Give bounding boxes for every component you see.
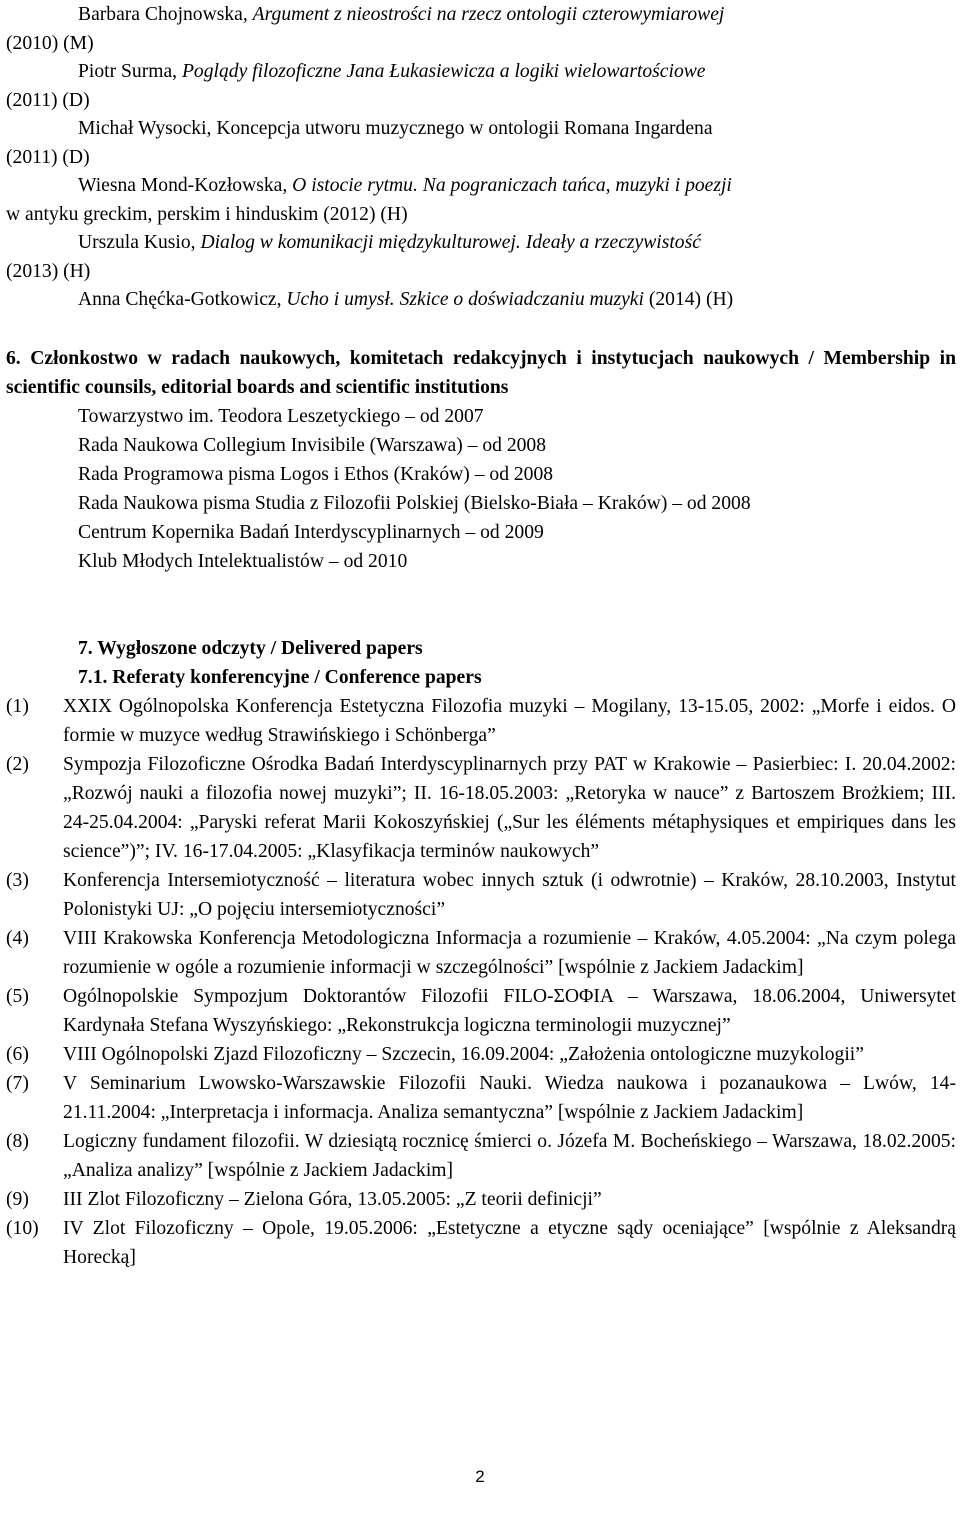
thesis-entry bbox=[6, 171, 956, 229]
list-item bbox=[6, 692, 956, 750]
thesis-meta: (2011) (D) bbox=[6, 147, 90, 168]
item-number: (10) bbox=[6, 1218, 39, 1239]
membership-item: Centrum Kopernika Badań Interdyscyplinarnych – od 2009 bbox=[78, 522, 544, 543]
thesis-entry bbox=[6, 285, 956, 314]
section-heading: 6. Członkostwo w radach naukowych, komitetach redakcyjnych i instytucjach naukowych / Membership in scientific counsils, editorial boards and scientific institutions bbox=[6, 348, 956, 398]
page-number: 2 bbox=[475, 1467, 485, 1486]
item-text: III Zlot Filozoficzny – Zielona Góra, 13.05.2005: „Z teorii definicji” bbox=[63, 1189, 602, 1210]
thesis-meta: w antyku greckim, perskim i hinduskim (2012) (H) bbox=[6, 204, 408, 225]
thesis-meta: (2013) (H) bbox=[6, 261, 91, 282]
papers-section-heading bbox=[6, 634, 956, 663]
thesis-title: Poglądy filozoficzne Jana Łukasiewicza a logiki wielowartościowe bbox=[181, 61, 706, 82]
item-text: XXIX Ogólnopolska Konferencja Estetyczna Filozofia muzyki – Mogilany, 13-15.05, 2002: „Morfe i eidos. O formie w muzyce według Strawińskiego i Schönberga” bbox=[63, 696, 956, 746]
papers-subsection-heading bbox=[6, 663, 956, 692]
thesis-entry bbox=[6, 57, 956, 115]
list-item bbox=[6, 1127, 956, 1185]
item-number: (6) bbox=[6, 1044, 29, 1065]
thesis-title: Koncepcja utworu muzycznego w ontologii Romana Ingardena bbox=[216, 118, 713, 139]
thesis-title: O istocie rytmu. Na pograniczach tańca, muzyki i poezji bbox=[292, 175, 732, 196]
thesis-author: Barbara Chojnowska, bbox=[78, 4, 253, 25]
membership-section bbox=[6, 344, 956, 576]
list-item bbox=[6, 866, 956, 924]
list-item bbox=[6, 1040, 956, 1069]
list-item bbox=[6, 1185, 956, 1214]
item-text: Konferencja Intersemiotyczność – literatura wobec innych sztuk (i odwrotnie) – Kraków, 28.10.2003, Instytut Polonistyki UJ: „O pojęciu intersemiotyczności” bbox=[63, 870, 956, 920]
item-number: (5) bbox=[6, 986, 29, 1007]
subsection-heading: 7.1. Referaty konferencyjne / Conference papers bbox=[78, 667, 482, 688]
thesis-author: Piotr Surma, bbox=[78, 61, 182, 82]
thesis-meta: (2014) (H) bbox=[648, 289, 734, 310]
section-heading: 7. Wygłoszone odczyty / Delivered papers bbox=[78, 638, 423, 659]
thesis-author: Urszula Kusio, bbox=[78, 232, 201, 253]
thesis-title: Argument z nieostrości na rzecz ontologii czterowymiarowej bbox=[252, 4, 725, 25]
item-number: (8) bbox=[6, 1131, 29, 1152]
thesis-author: Wiesna Mond-Kozłowska, bbox=[78, 175, 293, 196]
membership-item: Rada Naukowa pisma Studia z Filozofii Polskiej (Bielsko-Biała – Kraków) – od 2008 bbox=[78, 493, 751, 514]
thesis-entry bbox=[6, 114, 956, 172]
list-item bbox=[6, 750, 956, 866]
item-text: Sympozja Filozoficzne Ośrodka Badań Interdyscyplinarnych przy PAT w Krakowie – Pasierbiec: I. 20.04.2002: „Rozwój nauki a filozofia nowej muzyki”; II. 16-18.05.2003: „Retoryka w nauce” z Bartoszem Brożkiem; III. 24-25.04.2004: „Paryski referat Marii Kokoszyńskiej („Sur les éléments métaphysiques et empiriques dans les science”)”; IV. 16-17.04.2005: „Klasyfikacja terminów naukowych” bbox=[63, 754, 956, 862]
membership-item: Towarzystwo im. Teodora Leszetyckiego – od 2007 bbox=[78, 406, 484, 427]
item-number: (7) bbox=[6, 1073, 29, 1094]
item-number: (2) bbox=[6, 754, 29, 775]
list-item bbox=[6, 924, 956, 982]
list-item bbox=[6, 1069, 956, 1127]
item-text: VIII Ogólnopolski Zjazd Filozoficzny – Szczecin, 16.09.2004: „Założenia ontologiczne muzykologii” bbox=[63, 1044, 864, 1065]
thesis-meta: (2010) (M) bbox=[6, 33, 94, 54]
membership-item: Rada Programowa pisma Logos i Ethos (Kraków) – od 2008 bbox=[78, 464, 554, 485]
thesis-entry bbox=[6, 228, 956, 286]
thesis-author: Anna Chęćka-Gotkowicz, bbox=[78, 289, 287, 310]
item-number: (1) bbox=[6, 696, 29, 717]
thesis-entry bbox=[6, 0, 956, 58]
thesis-author: Michał Wysocki, bbox=[78, 118, 217, 139]
membership-item: Rada Naukowa Collegium Invisibile (Warszawa) – od 2008 bbox=[78, 435, 547, 456]
item-number: (3) bbox=[6, 870, 29, 891]
item-text: VIII Krakowska Konferencja Metodologiczna Informacja a rozumienie – Kraków, 4.05.2004: „Na czym polega rozumienie w ogóle a rozumienie informacji w szczególności” [wspólnie z Jackiem Jadackim] bbox=[63, 928, 956, 978]
conference-papers-list bbox=[6, 692, 956, 1272]
thesis-title: Ucho i umysł. Szkice o doświadczaniu muzyki bbox=[286, 289, 644, 310]
item-text: IV Zlot Filozoficzny – Opole, 19.05.2006: „Estetyczne a etyczne sądy oceniające” [wspólnie z Aleksandrą Horecką] bbox=[63, 1218, 956, 1268]
item-text: Logiczny fundament filozofii. W dziesiątą rocznicę śmierci o. Józefa M. Bocheńskiego – Warszawa, 18.02.2005: „Analiza analizy” [wspólnie z Jackiem Jadackim] bbox=[63, 1131, 956, 1181]
membership-item: Klub Młodych Intelektualistów – od 2010 bbox=[78, 551, 408, 572]
thesis-title: Dialog w komunikacji międzykulturowej. Ideały a rzeczywistość bbox=[200, 232, 701, 253]
list-item bbox=[6, 982, 956, 1040]
list-item bbox=[6, 1214, 956, 1272]
item-number: (4) bbox=[6, 928, 29, 949]
thesis-meta: (2011) (D) bbox=[6, 90, 90, 111]
item-number: (9) bbox=[6, 1189, 29, 1210]
item-text: V Seminarium Lwowsko-Warszawskie Filozofii Nauki. Wiedza naukowa i pozanaukowa – Lwów, 14-21.11.2004: „Interpretacja i informacja. Analiza semantyczna” [wspólnie z Jackiem Jadackim] bbox=[63, 1073, 956, 1123]
item-text: Ogólnopolskie Sympozjum Doktorantów Filozofii FILO-ΣΟΦΙΑ – Warszawa, 18.06.2004, Uniwersytet Kardynała Stefana Wyszyńskiego: „Rekonstrukcja logiczna terminologii muzycznej” bbox=[63, 986, 956, 1036]
